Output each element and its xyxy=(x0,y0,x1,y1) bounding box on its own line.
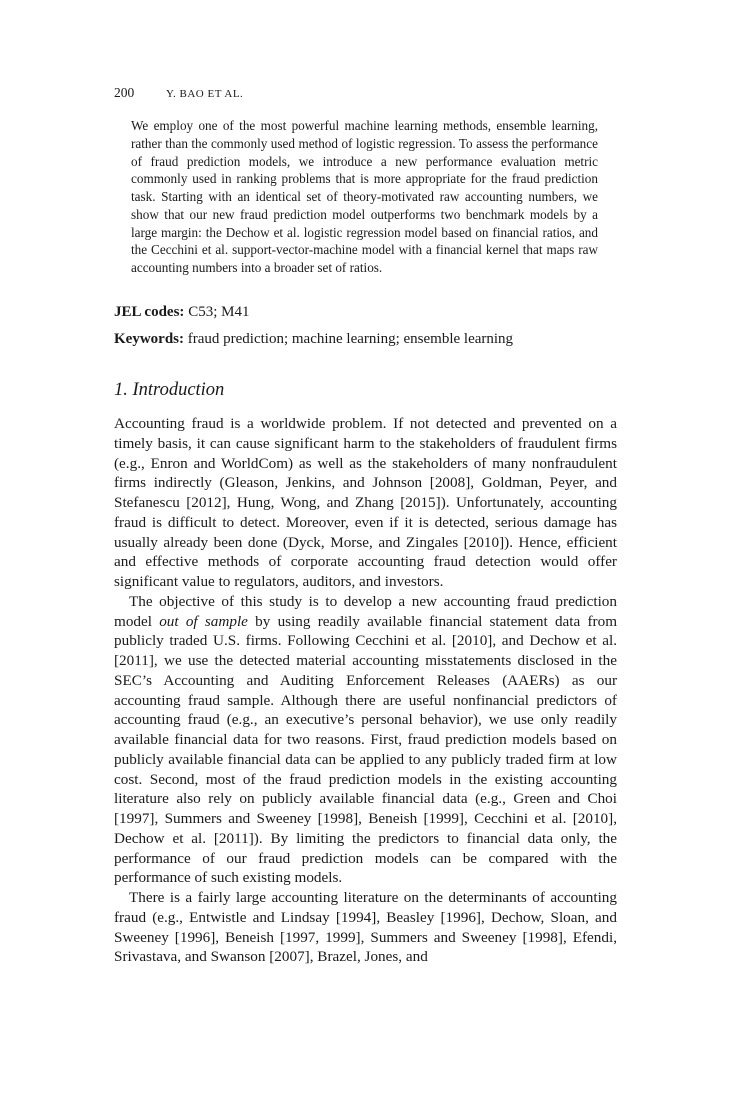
page-number: 200 xyxy=(114,85,135,100)
emphasis-out-of-sample: out of sample xyxy=(159,612,248,630)
keywords-label: Keywords: xyxy=(114,331,184,347)
abstract-paragraph: We employ one of the most powerful machine learning methods, ensemble learning, rather than the commonly used method of logistic regression. To assess the performance of fraud prediction models, we introduce a new performance evaluation metric commonly used in ranking problems that is more appropriate for the fraud prediction task. Starting with an identical set of theory-motivated raw accounting numbers, we show that our new fraud prediction model outperforms two benchmark models by a large margin: the Dechow et al. logistic regression model based on financial ratios, and the Cecchini et al. support-vector-machine model with a financial kernel that maps raw accounting numbers into a broader set of ratios. xyxy=(131,118,598,275)
jel-codes xyxy=(114,302,617,322)
keywords xyxy=(114,329,617,349)
page-header xyxy=(114,85,243,101)
body-paragraph-2-part-1: The objective of this study is to develop a new accounting fraud prediction model xyxy=(114,592,617,630)
jel-codes-value: C53; M41 xyxy=(188,304,250,320)
keywords-value: fraud prediction; machine learning; ensemble learning xyxy=(187,331,514,347)
jel-codes-label: JEL codes: xyxy=(114,304,185,320)
body-paragraph-2-part-2: by using readily available financial statement data from publicly traded U.S. firms. Following Cecchini et al. [2010], and Dechow et al. [2011], we use the detected material accounting misstatements disclosed in the SEC’s Accounting and Auditing Enforcement Releases (AAERs) as our accounting fraud sample. Although there are useful nonfinancial predictors of accounting fraud (e.g., an executive’s personal behavior), we use only readily available financial data for two reasons. First, fraud prediction models based on publicly available financial data can be applied to any publicly traded firm at low cost. Second, most of the fraud prediction models in the existing accounting literature also rely on publicly available financial data (e.g., Green and Choi [1997], Summers and Sweeney [1998], Beneish [1999], Cecchini et al. [2010], Dechow et al. [2011]). By limiting the predictors to financial data only, the performance of our fraud prediction models can be compared with the performance of such existing models. xyxy=(114,612,618,887)
introduction-body xyxy=(114,414,617,967)
body-paragraph-3: There is a fairly large accounting literature on the determinants of accounting fraud (e.g., Entwistle and Lindsay [1994], Beasley [1996], Dechow, Sloan, and Sweeney [1996], Beneish [1997, 1999], Summers and Sweeney [1998], Efendi, Srivastava, and Swanson [2007], Brazel, Jones, and xyxy=(114,889,617,966)
body-paragraph-2 xyxy=(114,592,617,888)
body-paragraph-1: Accounting fraud is a worldwide problem. If not detected and prevented on a timely basis, it can cause significant harm to the stakeholders of fraudulent firms (e.g., Enron and WorldCom) as well as the stakeholders of many nonfraudulent firms indirectly (Gleason, Jenkins, and Johnson [2008], Goldman, Peyer, and Stefanescu [2012], Hung, Wong, and Zhang [2015]). Unfortunately, accounting fraud is difficult to detect. Moreover, even if it is detected, serious damage has usually already been done (Dyck, Morse, and Zingales [2010]). Hence, efficient and effective methods of corporate accounting fraud detection would offer significant value to regulators, auditors, and investors. xyxy=(114,415,617,590)
section-heading-introduction: 1. Introduction xyxy=(114,380,225,400)
running-head: Y. BAO ET AL. xyxy=(166,88,244,100)
